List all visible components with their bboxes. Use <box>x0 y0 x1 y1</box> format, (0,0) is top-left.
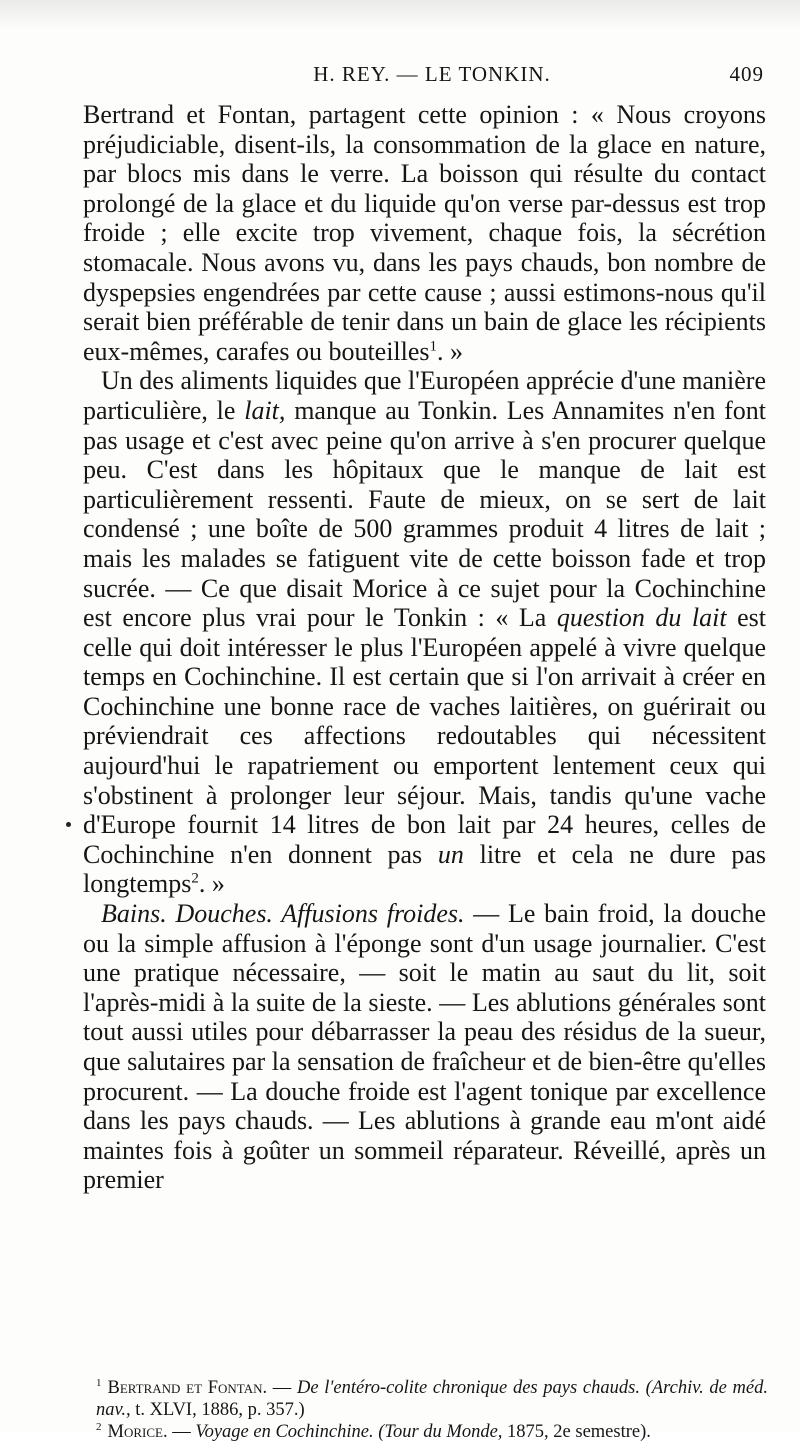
running-head: H. REY. — LE TONKIN. <box>313 62 551 86</box>
footnote-2-dash: — <box>167 1422 196 1442</box>
footnotes <box>96 1377 768 1443</box>
body-text <box>83 100 766 1195</box>
section-heading-bains: Bains. Douches. Affusions froides. <box>101 899 465 929</box>
page-edge-shading <box>0 0 800 30</box>
paragraph-2-text-b: manque au Tonkin. Les Annamites n'en font pas usage et c'est avec peine qu'on arrive à s'en procurer quelque peu. C'est dans les hôpitaux que le manque de lait est particulièrement ressenti. Faute de mieux, on se sert de lait condensé ; une boîte de 500 grammes produit 4 litres de lait ; mais les malades se fatiguent vite de cette boisson fade et trop sucrée. — Ce que disait Morice à ce sujet pour la Cochinchine est encore plus vrai pour le Tonkin : « La <box>83 395 766 633</box>
paragraph-2-text: Un des aliments liquides que l'Européen apprécie d'une manière particulière, le <box>83 366 766 425</box>
footnote-2-mark: 2 <box>96 1420 102 1433</box>
footnote-ref-1[interactable]: 1 <box>429 338 438 355</box>
footnote-2 <box>96 1421 768 1443</box>
paragraph-2 <box>83 366 766 899</box>
footnote-1-title: De l'entéro-colite chronique des pays chauds. <box>297 1378 640 1398</box>
margin-speck <box>66 822 71 827</box>
italic-lait: lait, <box>244 395 286 425</box>
paragraph-2-text-c: est celle qui doit intéresser le plus l'Européen appelé à vivre quelque temps en Cochinchine. Il est certain que si l'on arrivait à créer en Cochinchine une bonne race de vaches laitières, on guérirait ou préviendrait ces affections redoutables qui nécessitent aujourd'hui le rapatriement ou emportent lentement ceux qui s'obstinent à prolonger leur séjour. Mais, tandis qu'une vache d'Europe fournit 14 litres de bon lait par 24 heures, celles de Cochinchine n'en donnent pas <box>83 603 766 869</box>
footnote-2-title: Voyage en Cochinchine. <box>195 1422 374 1442</box>
footnote-2-rest: 1875, 2e semestre). <box>502 1422 651 1442</box>
footnote-2-journal: (Tour du Monde, <box>373 1422 503 1442</box>
footnote-1-dash: — <box>267 1378 298 1398</box>
footnote-1-journal: (Archiv. de méd. nav., <box>96 1378 769 1420</box>
italic-question-du-lait: question du lait <box>556 603 727 633</box>
paragraph-1-end: . » <box>437 336 464 366</box>
paragraph-2-end: . » <box>198 869 225 899</box>
footnote-2-author: Morice. <box>107 1422 168 1442</box>
italic-un: un <box>437 839 464 869</box>
paragraph-3-text: — Le bain froid, la douche ou la simple affusion à l'éponge sont d'un usage journalier. C'est une pratique nécessaire, — soit le matin au saut du lit, soit l'après-midi à la suite de la sieste. — Les ablutions générales sont tout aussi utiles pour débarrasser la peau des résidus de la sueur, que salutaires par la sensation de fraîcheur et de bien-être qu'elles procurent. — La douche froide est l'agent tonique par excellence dans les pays chauds. — Les ablutions à grande eau m'ont aidé maintes fois à goûter un sommeil réparateur. Réveillé, après un premier <box>83 899 766 1195</box>
paragraph-2-text-d: litre et cela ne dure pas longtemps <box>83 839 767 899</box>
footnote-1-mark: 1 <box>96 1376 102 1389</box>
footnote-1-rest: t. XLVI, 1886, p. 357.) <box>130 1400 305 1420</box>
footnote-1-author: Bertrand et Fontan. <box>107 1378 268 1398</box>
footnote-1 <box>96 1377 768 1421</box>
page-header <box>100 62 764 92</box>
paragraph-3 <box>83 899 766 1195</box>
paragraph-1 <box>83 100 766 366</box>
paragraph-1-text: Bertrand et Fontan, partagent cette opinion : « Nous croyons préjudiciable, disent-ils, la consommation de la glace en nature, par blocs mis dans le verre. La boisson qui résulte du contact prolongé de la glace et du liquide qu'on verse par-dessus est trop froide ; elle excite trop vivement, chaque fois, la sécrétion stomacale. Nous avons vu, dans les pays chauds, bon nombre de dyspepsies engendrées par cette cause ; aussi estimons-nous qu'il serait bien préférable de tenir dans un bain de glace les récipients eux-mêmes, carafes ou bouteilles <box>83 100 766 366</box>
page-number: 409 <box>729 62 764 86</box>
footnote-ref-2[interactable]: 2 <box>191 870 199 887</box>
